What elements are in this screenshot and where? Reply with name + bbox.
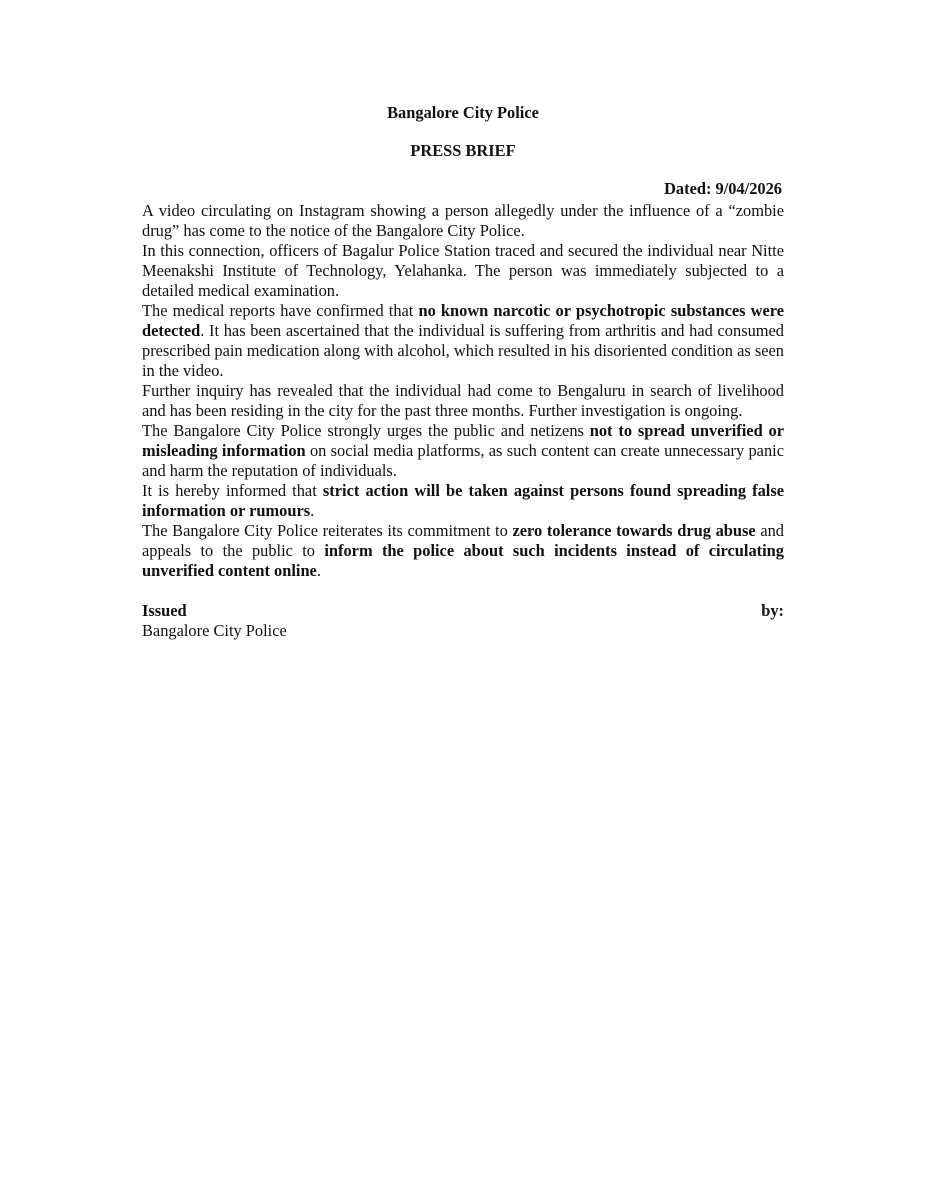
paragraph-3 [142,301,784,381]
emphasis-text: strict action will be taken against persons found spreading false information or rumours [142,481,785,520]
paragraph-7 [142,521,784,581]
body-text: In this connection, officers of Bagalur Police Station traced and secured the individual near Nitte Meenakshi Institute of Technology, Yelahanka. The person was immediately subjected to a detailed medical examination. [142,241,784,300]
issued-label: Issued [142,601,187,620]
by-label: by: [761,601,784,620]
date-line: Dated: 9/04/2026 [664,179,782,198]
emphasis-text: inform the police about such incidents instead of circulating unverified content online [142,541,784,580]
paragraph-4 [142,381,784,421]
emphasis-text: not to spread unverified or misleading information [142,421,784,460]
document-title: PRESS BRIEF [410,141,516,160]
body-text: It is hereby informed that [142,481,323,500]
paragraph-5 [142,421,784,481]
body-text: . [316,561,321,580]
issuer-name: Bangalore City Police [142,621,287,640]
body-text: A video circulating on Instagram showing a person allegedly under the influence of a “zombie drug” has come to the notice of the Bangalore City Police. [142,201,784,240]
paragraph-6 [142,481,784,521]
body-text: The Bangalore City Police strongly urges the public and netizens [142,421,590,440]
document-body [142,100,784,641]
issued-by-row [142,601,784,621]
body-text: The Bangalore City Police reiterates its commitment to [142,521,513,540]
emphasis-text: zero tolerance towards drug abuse [512,521,756,540]
organization-heading: Bangalore City Police [387,103,539,122]
body-text: . [310,501,315,520]
body-text: The medical reports have confirmed that [142,301,419,320]
emphasis-text: no known narcotic or psychotropic substances were detected [142,301,784,340]
body-text: . It has been ascertained that the individual is suffering from arthritis and had consumed prescribed pain medication along with alcohol, which resulted in his disoriented condition as seen in the video. [142,321,784,380]
body-text: Further inquiry has revealed that the individual had come to Bengaluru in search of livelihood and has been residing in the city for the past three months. Further investigation is ongoing. [142,381,784,420]
body-text: on social media platforms, as such content can create unnecessary panic and harm the reputation of individuals. [142,441,784,480]
body-paragraphs [142,201,784,581]
paragraph-1 [142,201,784,241]
body-text: and appeals to the public to [142,521,784,560]
paragraph-2 [142,241,784,301]
